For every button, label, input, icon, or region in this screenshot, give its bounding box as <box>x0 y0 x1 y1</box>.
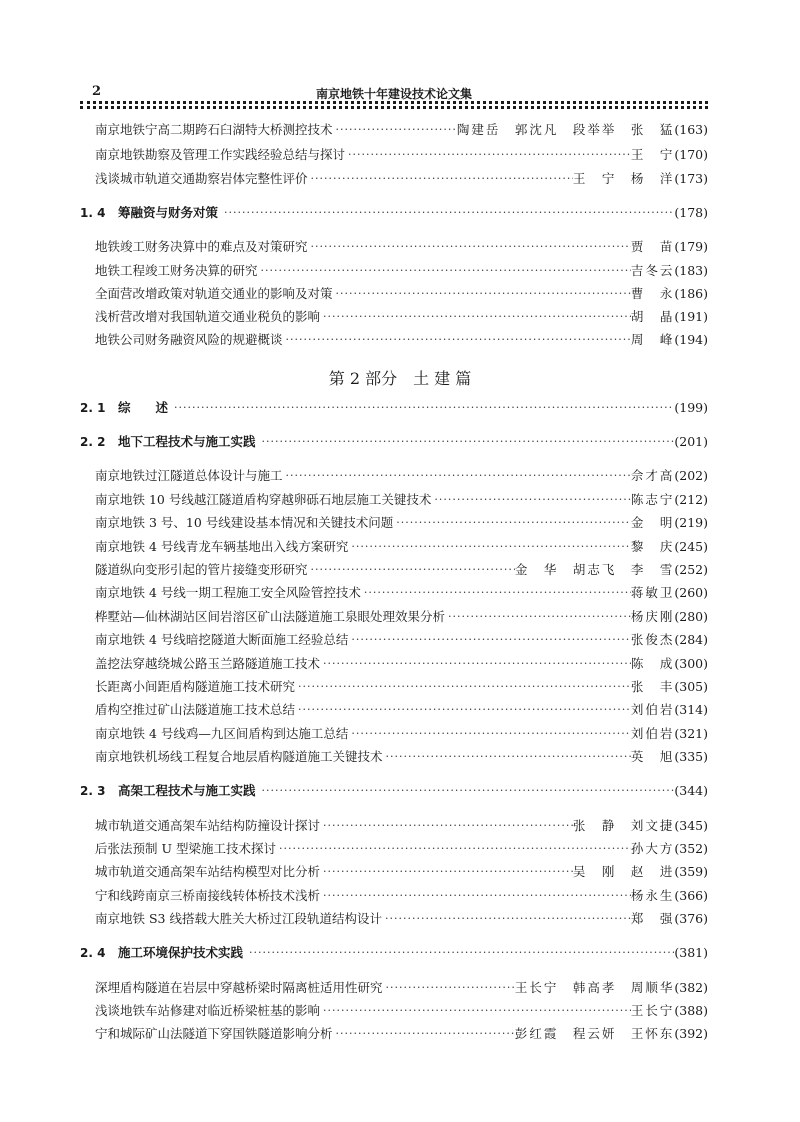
entry-authors: 曹 永 <box>630 286 675 301</box>
toc-entry[interactable] <box>95 630 708 650</box>
entry-title: 长距离小间距盾构隧道施工技术研究 <box>95 679 296 694</box>
entry-page: (260) <box>674 585 708 600</box>
toc-entry[interactable] <box>95 1024 708 1044</box>
dot-leader <box>256 781 675 801</box>
entry-title: 全面营改增政策对轨道交通业的影响及对策 <box>95 286 333 301</box>
entry-title: 浅谈城市轨道交通勘察岩体完整性评价 <box>95 171 308 186</box>
section-title: 地下工程技术与施工实践 <box>118 434 256 449</box>
section-2-3[interactable] <box>80 781 708 801</box>
entry-page: (321) <box>674 726 708 741</box>
toc-entry[interactable] <box>95 839 708 859</box>
toc-entry[interactable] <box>95 978 708 998</box>
entry-title: 城市轨道交通高架车站结构防撞设计探讨 <box>95 818 321 833</box>
header-rule-top <box>80 101 708 104</box>
part-2-title: 第 2 部分 土 建 篇 <box>328 369 472 388</box>
entry-page: (376) <box>674 911 708 926</box>
section-page: (178) <box>674 205 708 220</box>
page-number: 2 <box>92 84 102 99</box>
entry-page: (284) <box>674 632 708 647</box>
entry-page: (305) <box>674 679 708 694</box>
dot-leader <box>320 1001 631 1021</box>
toc-entry[interactable] <box>95 145 708 165</box>
entry-title: 南京地铁 4 号线暗挖隧道大断面施工经验总结 <box>95 632 349 647</box>
entry-page: (202) <box>674 468 708 483</box>
section-title: 高架工程技术与施工实践 <box>118 783 256 798</box>
section-1-4[interactable] <box>80 203 708 223</box>
header-rule-bottom <box>80 106 708 109</box>
dot-leader <box>361 583 631 603</box>
entry-page: (183) <box>674 263 708 278</box>
toc-entry[interactable] <box>95 583 708 603</box>
dot-leader <box>295 700 631 720</box>
entry-title: 南京地铁宁高二期跨石臼湖特大桥测控技术 <box>95 122 333 137</box>
dot-leader <box>348 537 630 557</box>
toc-entry[interactable] <box>95 886 708 906</box>
entry-authors: 英 旭 <box>630 749 675 764</box>
section-title: 筹融资与财务对策 <box>118 205 219 220</box>
entry-title: 浅谈地铁车站修建对临近桥梁桩基的影响 <box>95 1003 321 1018</box>
entry-page: (280) <box>674 609 708 624</box>
entry-title: 地铁工程竣工财务决算的研究 <box>95 263 258 278</box>
dot-leader <box>348 630 630 650</box>
entry-page: (170) <box>674 147 708 162</box>
dot-leader <box>283 466 631 486</box>
entry-page: (163) <box>674 122 708 137</box>
section-2-2[interactable] <box>80 432 708 452</box>
dot-leader <box>295 677 631 697</box>
entry-page: (314) <box>674 702 708 717</box>
toc-entry[interactable] <box>95 237 708 257</box>
entry-title: 南京地铁 3 号、10 号线建设基本情况和关键技术问题 <box>95 515 394 530</box>
dot-leader <box>320 886 631 906</box>
entry-page: (392) <box>674 1026 708 1041</box>
entry-page: (388) <box>674 1003 708 1018</box>
toc-entry[interactable] <box>95 560 708 580</box>
entry-authors: 王长宁 <box>630 1003 675 1018</box>
toc-entry[interactable] <box>95 169 708 189</box>
entry-authors: 王长宁 韩高孝 周顺华 <box>514 980 675 995</box>
entry-page: (335) <box>674 749 708 764</box>
entry-authors: 王 宁 杨 洋 <box>572 171 675 186</box>
entry-authors: 张 静 刘文捷 <box>572 818 675 833</box>
dot-leader <box>258 261 631 281</box>
toc-entry[interactable] <box>95 700 708 720</box>
section-number: 1. 4 <box>80 206 106 220</box>
entry-authors: 陈志宁 <box>630 492 675 507</box>
entry-title: 南京地铁 S3 线搭载大胜关大桥过江段轨道结构设计 <box>95 911 382 926</box>
dot-leader <box>256 432 675 452</box>
entry-title: 南京地铁 4 号线青龙车辆基地出入线方案研究 <box>95 539 349 554</box>
dot-leader <box>348 724 630 744</box>
entry-page: (252) <box>674 562 708 577</box>
entry-page: (179) <box>674 239 708 254</box>
dot-leader <box>431 490 631 510</box>
entry-authors: 张 丰 <box>630 679 675 694</box>
dot-leader <box>168 398 674 418</box>
entry-title: 后张法预制 U 型梁施工技术探讨 <box>95 841 276 856</box>
entry-authors: 周 峰 <box>630 332 675 347</box>
dot-leader <box>308 237 631 257</box>
entry-page: (345) <box>674 818 708 833</box>
book-title: 南京地铁十年建设技术论文集 <box>315 87 472 101</box>
entry-title: 盾构空推过矿山法隧道施工技术总结 <box>95 702 296 717</box>
section-number: 2. 1 <box>80 401 106 415</box>
entry-authors: 黎 庆 <box>630 539 675 554</box>
entry-page: (382) <box>674 980 708 995</box>
section-page: (344) <box>674 783 708 798</box>
entry-page: (194) <box>674 332 708 347</box>
dot-leader <box>283 330 631 350</box>
entry-authors: 张俊杰 <box>630 632 675 647</box>
dot-leader <box>243 943 674 963</box>
toc-entry[interactable] <box>95 654 708 674</box>
entry-authors: 彭红霞 程云妍 王怀东 <box>514 1026 675 1041</box>
dot-leader <box>276 839 631 859</box>
entry-title: 南京地铁 4 号线一期工程施工安全风险管控技术 <box>95 585 361 600</box>
dot-leader <box>320 307 631 327</box>
entry-authors: 金 明 <box>630 515 675 530</box>
toc-entry[interactable] <box>95 537 708 557</box>
entry-authors: 孙大方 <box>630 841 675 856</box>
dot-leader <box>333 120 457 140</box>
entry-title: 地铁公司财务融资风险的规避概谈 <box>95 332 283 347</box>
dot-leader <box>333 1024 515 1044</box>
entry-title: 南京地铁 10 号线越江隧道盾构穿越卵砾石地层施工关键技术 <box>95 492 432 507</box>
entry-authors: 陶建岳 郭沈凡 段举举 张 猛 <box>456 122 675 137</box>
section-2-4[interactable] <box>80 943 708 963</box>
dot-leader <box>445 607 631 627</box>
entry-page: (366) <box>674 888 708 903</box>
entry-authors: 金 华 胡志飞 李 雪 <box>514 562 675 577</box>
toc-entry[interactable] <box>95 284 708 304</box>
entry-title: 城市轨道交通高架车站结构模型对比分析 <box>95 864 321 879</box>
section-number: 2. 4 <box>80 946 106 960</box>
entry-title: 南京地铁过江隧道总体设计与施工 <box>95 468 283 483</box>
toc-entry[interactable] <box>95 120 708 140</box>
entry-authors: 陈 成 <box>630 656 675 671</box>
entry-page: (191) <box>674 309 708 324</box>
entry-title: 深埋盾构隧道在岩层中穿越桥梁时隔离桩适用性研究 <box>95 980 383 995</box>
dot-leader <box>308 169 573 189</box>
toc-entry[interactable] <box>95 330 708 350</box>
section-2-1[interactable] <box>80 398 708 418</box>
toc-entry[interactable] <box>95 1001 708 1021</box>
entry-authors: 刘伯岩 <box>630 702 675 717</box>
entry-authors: 吉冬云 <box>630 263 675 278</box>
toc-entry[interactable] <box>95 909 708 929</box>
section-title: 综 述 <box>118 400 169 415</box>
entry-title: 浅析营改增对我国轨道交通业税负的影响 <box>95 309 321 324</box>
toc-entry[interactable] <box>95 490 708 510</box>
section-number: 2. 3 <box>80 784 106 798</box>
entry-authors: 胡 晶 <box>630 309 675 324</box>
entry-title: 南京地铁勘察及管理工作实践经验总结与探讨 <box>95 147 346 162</box>
entry-page: (245) <box>674 539 708 554</box>
entry-authors: 佘才高 <box>630 468 675 483</box>
entry-page: (173) <box>674 171 708 186</box>
section-title: 施工环境保护技术实践 <box>118 945 244 960</box>
toc-entry[interactable] <box>95 261 708 281</box>
dot-leader <box>382 909 631 929</box>
toc-entry[interactable] <box>95 466 708 486</box>
entry-page: (212) <box>674 492 708 507</box>
toc-entry[interactable] <box>95 816 708 836</box>
entry-title: 宁和城际矿山法隧道下穿国铁隧道影响分析 <box>95 1026 333 1041</box>
entry-authors: 蒋敏卫 <box>630 585 675 600</box>
dot-leader <box>320 654 631 674</box>
entry-page: (219) <box>674 515 708 530</box>
section-page: (381) <box>674 945 708 960</box>
toc-entry[interactable] <box>95 724 708 744</box>
dot-leader <box>320 816 573 836</box>
section-number: 2. 2 <box>80 435 106 449</box>
entry-page: (186) <box>674 286 708 301</box>
dot-leader <box>308 560 515 580</box>
entry-title: 地铁竣工财务决算中的难点及对策研究 <box>95 239 308 254</box>
entry-authors: 贾 苗 <box>630 239 675 254</box>
toc-entry[interactable] <box>95 513 708 533</box>
entry-title: 南京地铁机场线工程复合地层盾构隧道施工关键技术 <box>95 749 383 764</box>
dot-leader <box>383 978 515 998</box>
entry-authors: 王 宁 <box>630 147 675 162</box>
entry-authors: 杨庆刚 <box>630 609 675 624</box>
dot-leader <box>218 203 674 223</box>
toc-entry[interactable] <box>95 677 708 697</box>
toc-entry[interactable] <box>95 307 708 327</box>
dot-leader <box>333 284 631 304</box>
dot-leader <box>383 747 631 767</box>
entry-title: 盖挖法穿越绕城公路玉兰路隧道施工技术 <box>95 656 321 671</box>
entry-authors: 杨永生 <box>630 888 675 903</box>
entry-authors: 吴 刚 赵 进 <box>572 864 675 879</box>
toc-entry[interactable] <box>95 747 708 767</box>
entry-title: 南京地铁 4 号线鸡—九区间盾构到达施工总结 <box>95 726 349 741</box>
dot-leader <box>393 513 631 533</box>
entry-authors: 刘伯岩 <box>630 726 675 741</box>
section-page: (201) <box>674 434 708 449</box>
entry-title: 桦墅站—仙林湖站区间岩溶区矿山法隧道施工泉眼处理效果分析 <box>95 609 446 624</box>
dot-leader <box>320 862 573 882</box>
dot-leader <box>345 145 631 165</box>
entry-page: (352) <box>674 841 708 856</box>
entry-title: 隧道纵向变形引起的管片接缝变形研究 <box>95 562 308 577</box>
entry-title: 宁和线跨南京三桥南接线转体桥技术浅析 <box>95 888 321 903</box>
entry-page: (300) <box>674 656 708 671</box>
toc-entry[interactable] <box>95 607 708 627</box>
entry-authors: 郑 强 <box>630 911 675 926</box>
section-page: (199) <box>674 400 708 415</box>
toc-entry[interactable] <box>95 862 708 882</box>
entry-page: (359) <box>674 864 708 879</box>
